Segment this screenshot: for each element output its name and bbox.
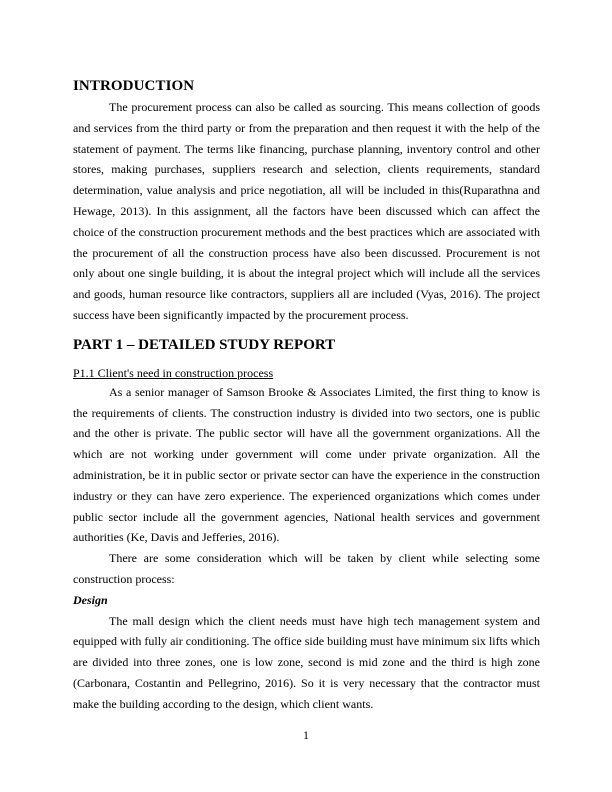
introduction-paragraph: The procurement process can also be called as sourcing. This means collection of goods and services from the third party or from the preparation and then request it with the help of the statement of payment. The terms like financing, purchase planning, inventory control and other stores, making purchases, suppliers research and selection, clients requirements, standard determination, value analysis and price negotiation, all will be included in this(Ruparathna and Hewage, 2013). In this assignment, all the factors have been discussed which can affect the choice of the construction procurement methods and the best practices which are associated with the procurement of all the construction process have also been discussed. Procurement is not only about one single building, it is about the integral project which will include all the services and goods, human resource like contractors, suppliers all are included (Vyas, 2016). The project success have been significantly impacted by the procurement process. <box>73 100 540 322</box>
page-number: 1 <box>303 728 309 742</box>
document-page <box>73 76 540 715</box>
client-needs-paragraph: As a senior manager of Samson Brooke & Associates Limited, the first thing to know is the requirements of clients. The construction industry is divided into two sectors, one is public and the other is private. The public sector will have all the government organizations. All the which are not working under government will come under private organization. All the administration, be it in public sector or private sector can have the experience in the construction industry or they can have zero experience. The experienced organizations which comes under public sector include all the government agencies, National health services and government authorities (Ke, Davis and Jefferies, 2016). <box>73 384 540 545</box>
introduction-heading: INTRODUCTION <box>73 78 195 94</box>
design-paragraph: The mall design which the client needs must have high tech management system and equipped with fully air conditioning. The office side building must have minimum six lifts which are divided into three zones, one is low zone, second is mid zone and the third is high zone (Carbonara, Costantin and Pellegrino, 2016). So it is very necessary that the contractor must make the building according to the design, which client wants. <box>73 613 540 711</box>
considerations-paragraph: There are some consideration which will be taken by client while selecting some construction process: <box>73 551 540 586</box>
part1-heading: PART 1 – DETAILED STUDY REPORT <box>73 336 336 353</box>
p1-1-subheading: P1.1 Client's need in construction process <box>73 365 274 380</box>
design-heading: Design <box>73 592 108 607</box>
